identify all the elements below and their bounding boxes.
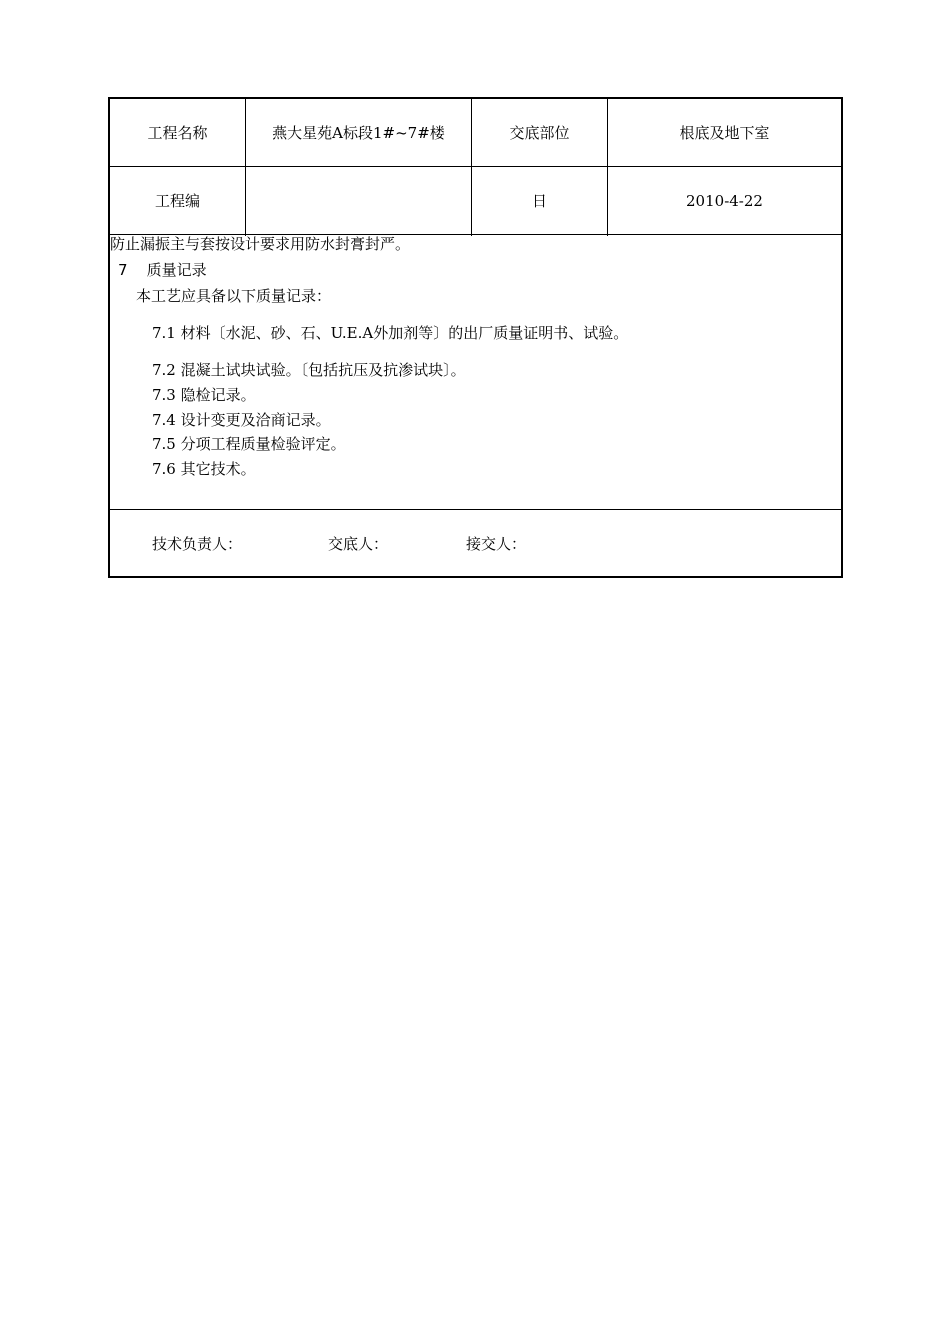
project-code-value (246, 167, 471, 234)
project-code-label: 工程编 (154, 192, 200, 210)
handover-by-label: 交底人： (328, 535, 389, 553)
section-intro: 本工艺应具备以下质量记录： (136, 287, 332, 305)
date-label: 日 (531, 192, 547, 210)
list-item: 7.5 分项工程质量检验评定。 (152, 435, 346, 453)
list-item: 7.3 隐检记录。 (152, 386, 256, 404)
receiver-label: 接交人： (466, 535, 527, 553)
section-title: 7 质量记录 (118, 261, 207, 279)
list-item: 7.4 设计变更及洽商记录。 (152, 411, 331, 429)
handover-part-value: 根底及地下室 (679, 124, 770, 142)
project-name-label: 工程名称 (147, 124, 208, 142)
row-divider (110, 509, 841, 510)
list-item: 7.2 混凝土试块试验。〔包括抗压及抗渗试块〕。 (152, 361, 466, 379)
handover-part-label: 交底部位 (509, 124, 570, 142)
intro-line: 防止漏振主与套按设计要求用防水封膏封严。 (110, 235, 411, 253)
project-name-value: 燕大星苑A标段1#~7#楼 (272, 124, 445, 142)
date-value: 2010-4-22 (686, 191, 763, 210)
list-item: 7.6 其它技术。 (152, 460, 256, 478)
technical-handover-form (108, 97, 843, 578)
tech-lead-label: 技术负责人： (152, 535, 243, 553)
list-item: 7.1 材料〔水泥、砂、石、U.E.A外加剂等〕的出厂质量证明书、试验。 (152, 324, 629, 342)
